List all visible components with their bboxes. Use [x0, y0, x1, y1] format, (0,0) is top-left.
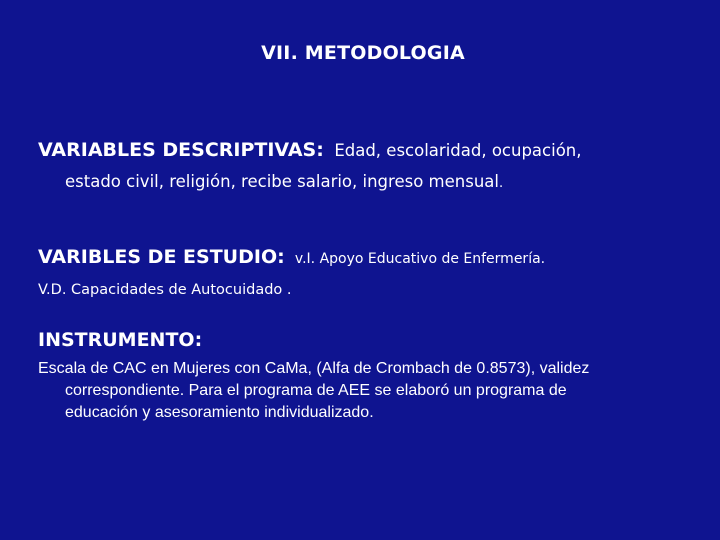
study-variables-paragraph [38, 245, 698, 300]
instrument-paragraph [38, 328, 698, 424]
descriptive-variables-line-2 [38, 170, 698, 202]
descriptive-variables-paragraph [38, 138, 698, 202]
descriptive-variables-heading: VARIABLES DESCRIPTIVAS: [38, 139, 324, 161]
descriptive-variables-continuation: estado civil, religión, recibe salario, ingreso mensual [65, 172, 499, 191]
study-variables-colon: : [277, 246, 285, 268]
descriptive-variables-text: Edad, escolaridad, ocupación, [334, 141, 582, 160]
dependent-variable-text: V.D. Capacidades de Autocuidado . [38, 282, 292, 298]
instrument-heading: INSTRUMENTO: [38, 329, 203, 351]
study-variables-heading: VARIBLES DE ESTUDIO [38, 246, 278, 268]
independent-variable-text: v.I. Apoyo Educativo de Enfermería. [294, 251, 546, 267]
study-variables-line-1 [38, 245, 698, 271]
instrument-line-3: educación y asesoramiento individualizado. [65, 404, 374, 421]
slide-title: VII. METODOLOGIA [261, 42, 465, 64]
instrument-line-1: Escala de CAC en Mujeres con CaMa, (Alfa de Crombach de 0.8573), validez [38, 360, 590, 377]
descriptive-variables-line-1 [38, 138, 698, 170]
descriptive-variables-period: . [498, 176, 504, 191]
instrument-line-2: correspondiente. Para el programa de AEE se elaboró un programa de [65, 382, 567, 399]
